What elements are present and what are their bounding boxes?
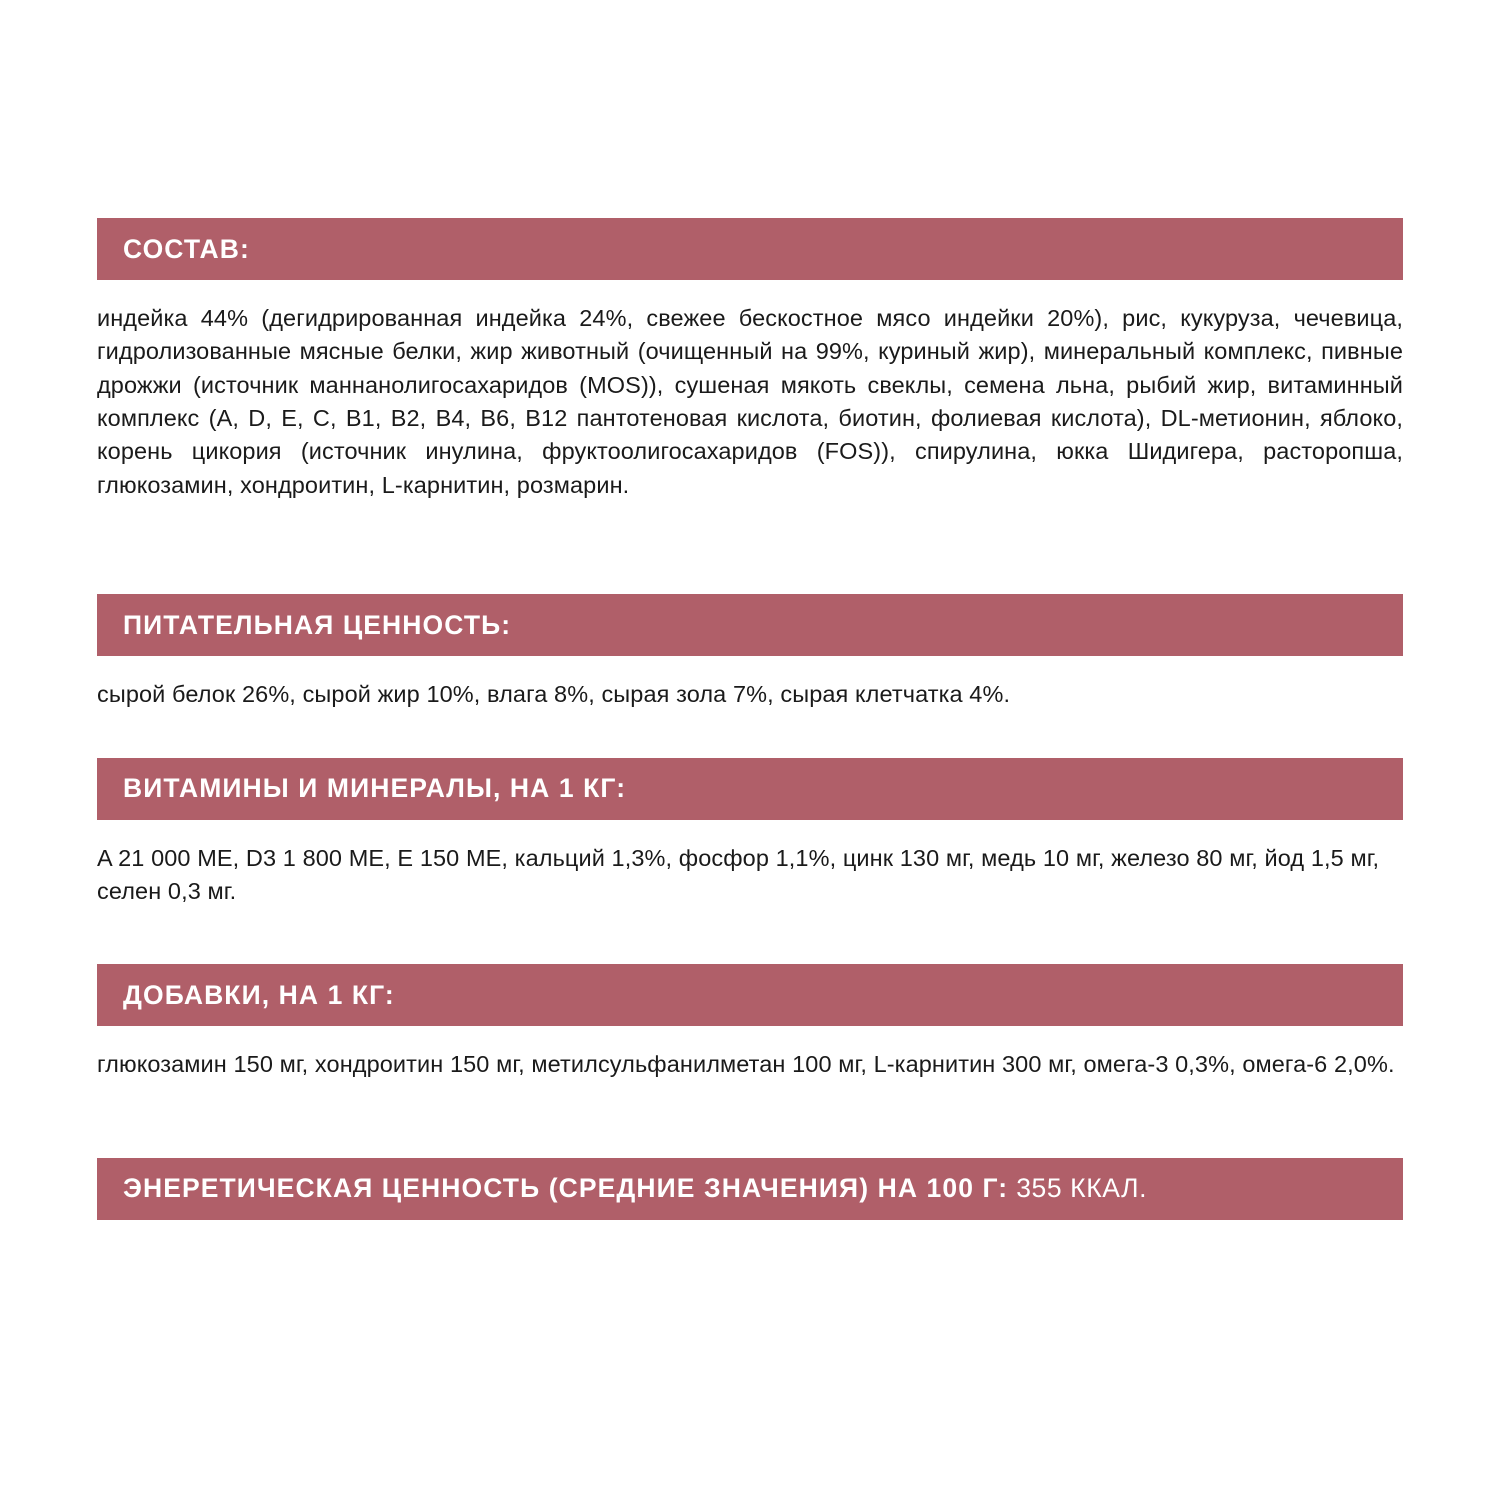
vitamins-section-header <box>97 758 1403 820</box>
energy-title: ЭНЕРЕТИЧЕСКАЯ ЦЕННОСТЬ (СРЕДНИЕ ЗНАЧЕНИЯ) НА 100 Г: <box>123 1173 1009 1204</box>
composition-section-header <box>97 218 1403 280</box>
composition-text: индейка 44% (дегидрированная индейка 24%, свежее бескостное мясо индейки 20%), рис, кукуруза, чечевица, гидролизованные мясные белки, жир животный (очищенный на 99%, куриный жир), минеральный комплекс, пивные дрожжи (источник маннанолигосахаридов (MOS)), сушеная мякоть свеклы, семена льна, рыбий жир, витаминный комплекс (A, D, E, C, B1, B2, B4, B6, B12 пантотеновая кислота, биотин, фолиевая кислота), DL-метионин, яблоко, корень цикория (источник инулина, фруктоолигосахаридов (FOS)), спирулина, юкка Шидигера, расторопша, глюкозамин, хондроитин, L-карнитин, розмарин. <box>97 305 1403 498</box>
vitamins-text: A 21 000 МЕ, D3 1 800 МЕ, E 150 МЕ, кальций 1,3%, фосфор 1,1%, цинк 130 мг, медь 10 мг, железо 80 мг, йод 1,5 мг, селен 0,3 мг. <box>97 844 1380 904</box>
energy-value: 355 ККАЛ. <box>1016 1173 1148 1204</box>
composition-title: СОСТАВ: <box>123 233 250 264</box>
vitamins-title: ВИТАМИНЫ И МИНЕРАЛЫ, НА 1 КГ: <box>123 773 627 804</box>
nutrition-text: сырой белок 26%, сырой жир 10%, влага 8%, сырая зола 7%, сырая клетчатка 4%. <box>97 681 1011 708</box>
additives-title: ДОБАВКИ, НА 1 КГ: <box>123 979 395 1010</box>
energy-section-header <box>97 1158 1403 1220</box>
additives-section-header <box>97 964 1403 1026</box>
nutrition-section-header <box>97 594 1403 656</box>
additives-text: глюкозамин 150 мг, хондроитин 150 мг, метилсульфанилметан 100 мг, L-карнитин 300 мг, омега-3 0,3%, омега-6 2,0%. <box>97 1051 1395 1078</box>
nutrition-title: ПИТАТЕЛЬНАЯ ЦЕННОСТЬ: <box>123 609 512 640</box>
